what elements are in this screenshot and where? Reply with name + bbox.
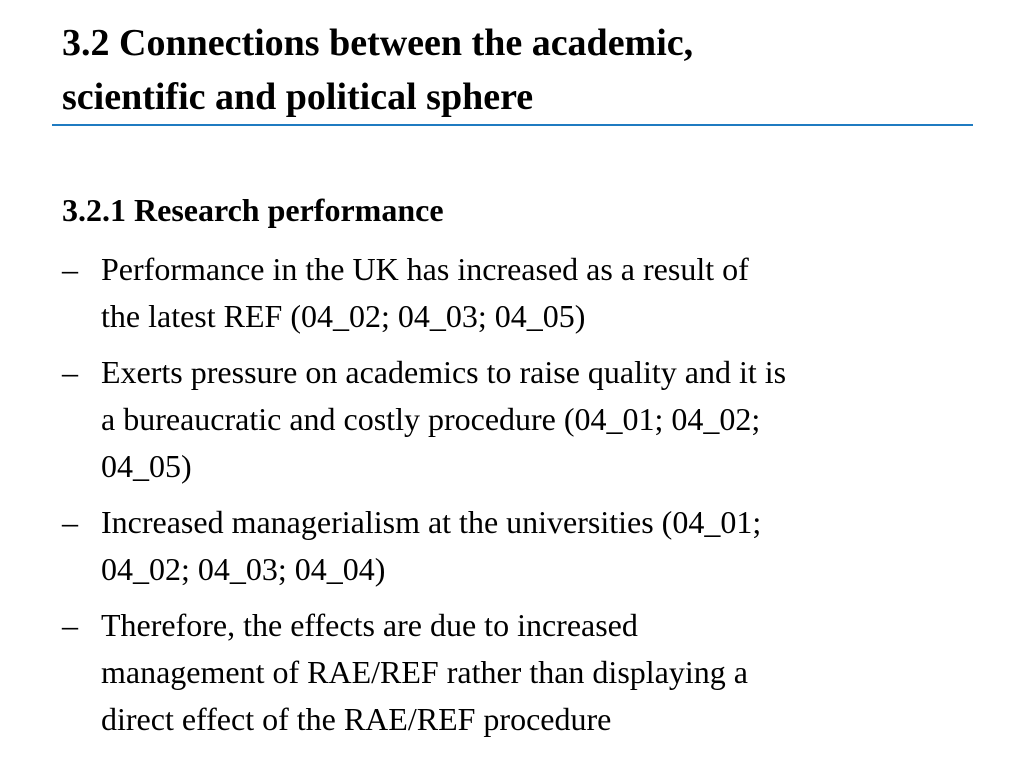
bullet-text-line: Exerts pressure on academics to raise quality and it is bbox=[101, 354, 787, 390]
bullet-text-line: 04_02; 04_03; 04_04) bbox=[101, 551, 386, 587]
slide-title-line-1: 3.2 Connections between the academic, bbox=[62, 22, 694, 64]
bullet-item bbox=[62, 499, 962, 593]
bullet-dash: – bbox=[62, 354, 78, 390]
bullet-text-line: Increased managerialism at the universities (04_01; bbox=[101, 504, 762, 540]
section-subheading: 3.2.1 Research performance bbox=[62, 192, 444, 228]
bullet-list bbox=[62, 246, 962, 752]
slide-title bbox=[62, 16, 962, 124]
bullet-dash: – bbox=[62, 607, 78, 643]
bullet-item bbox=[62, 246, 962, 340]
bullet-text-line: 04_05) bbox=[101, 448, 192, 484]
slide-title-line-2: scientific and political sphere bbox=[62, 76, 534, 118]
bullet-text-line: a bureaucratic and costly procedure (04_01; 04_02; bbox=[101, 401, 761, 437]
bullet-item bbox=[62, 602, 962, 743]
bullet-dash: – bbox=[62, 504, 78, 540]
bullet-text-line: management of RAE/REF rather than displaying a bbox=[101, 654, 748, 690]
bullet-text-line: Performance in the UK has increased as a result of bbox=[101, 251, 749, 287]
bullet-dash: – bbox=[62, 251, 78, 287]
bullet-text-line: the latest REF (04_02; 04_03; 04_05) bbox=[101, 298, 586, 334]
bullet-item bbox=[62, 349, 962, 490]
bullet-text-line: direct effect of the RAE/REF procedure bbox=[101, 701, 612, 737]
title-divider bbox=[52, 124, 973, 126]
bullet-text-line: Therefore, the effects are due to increased bbox=[101, 607, 638, 643]
